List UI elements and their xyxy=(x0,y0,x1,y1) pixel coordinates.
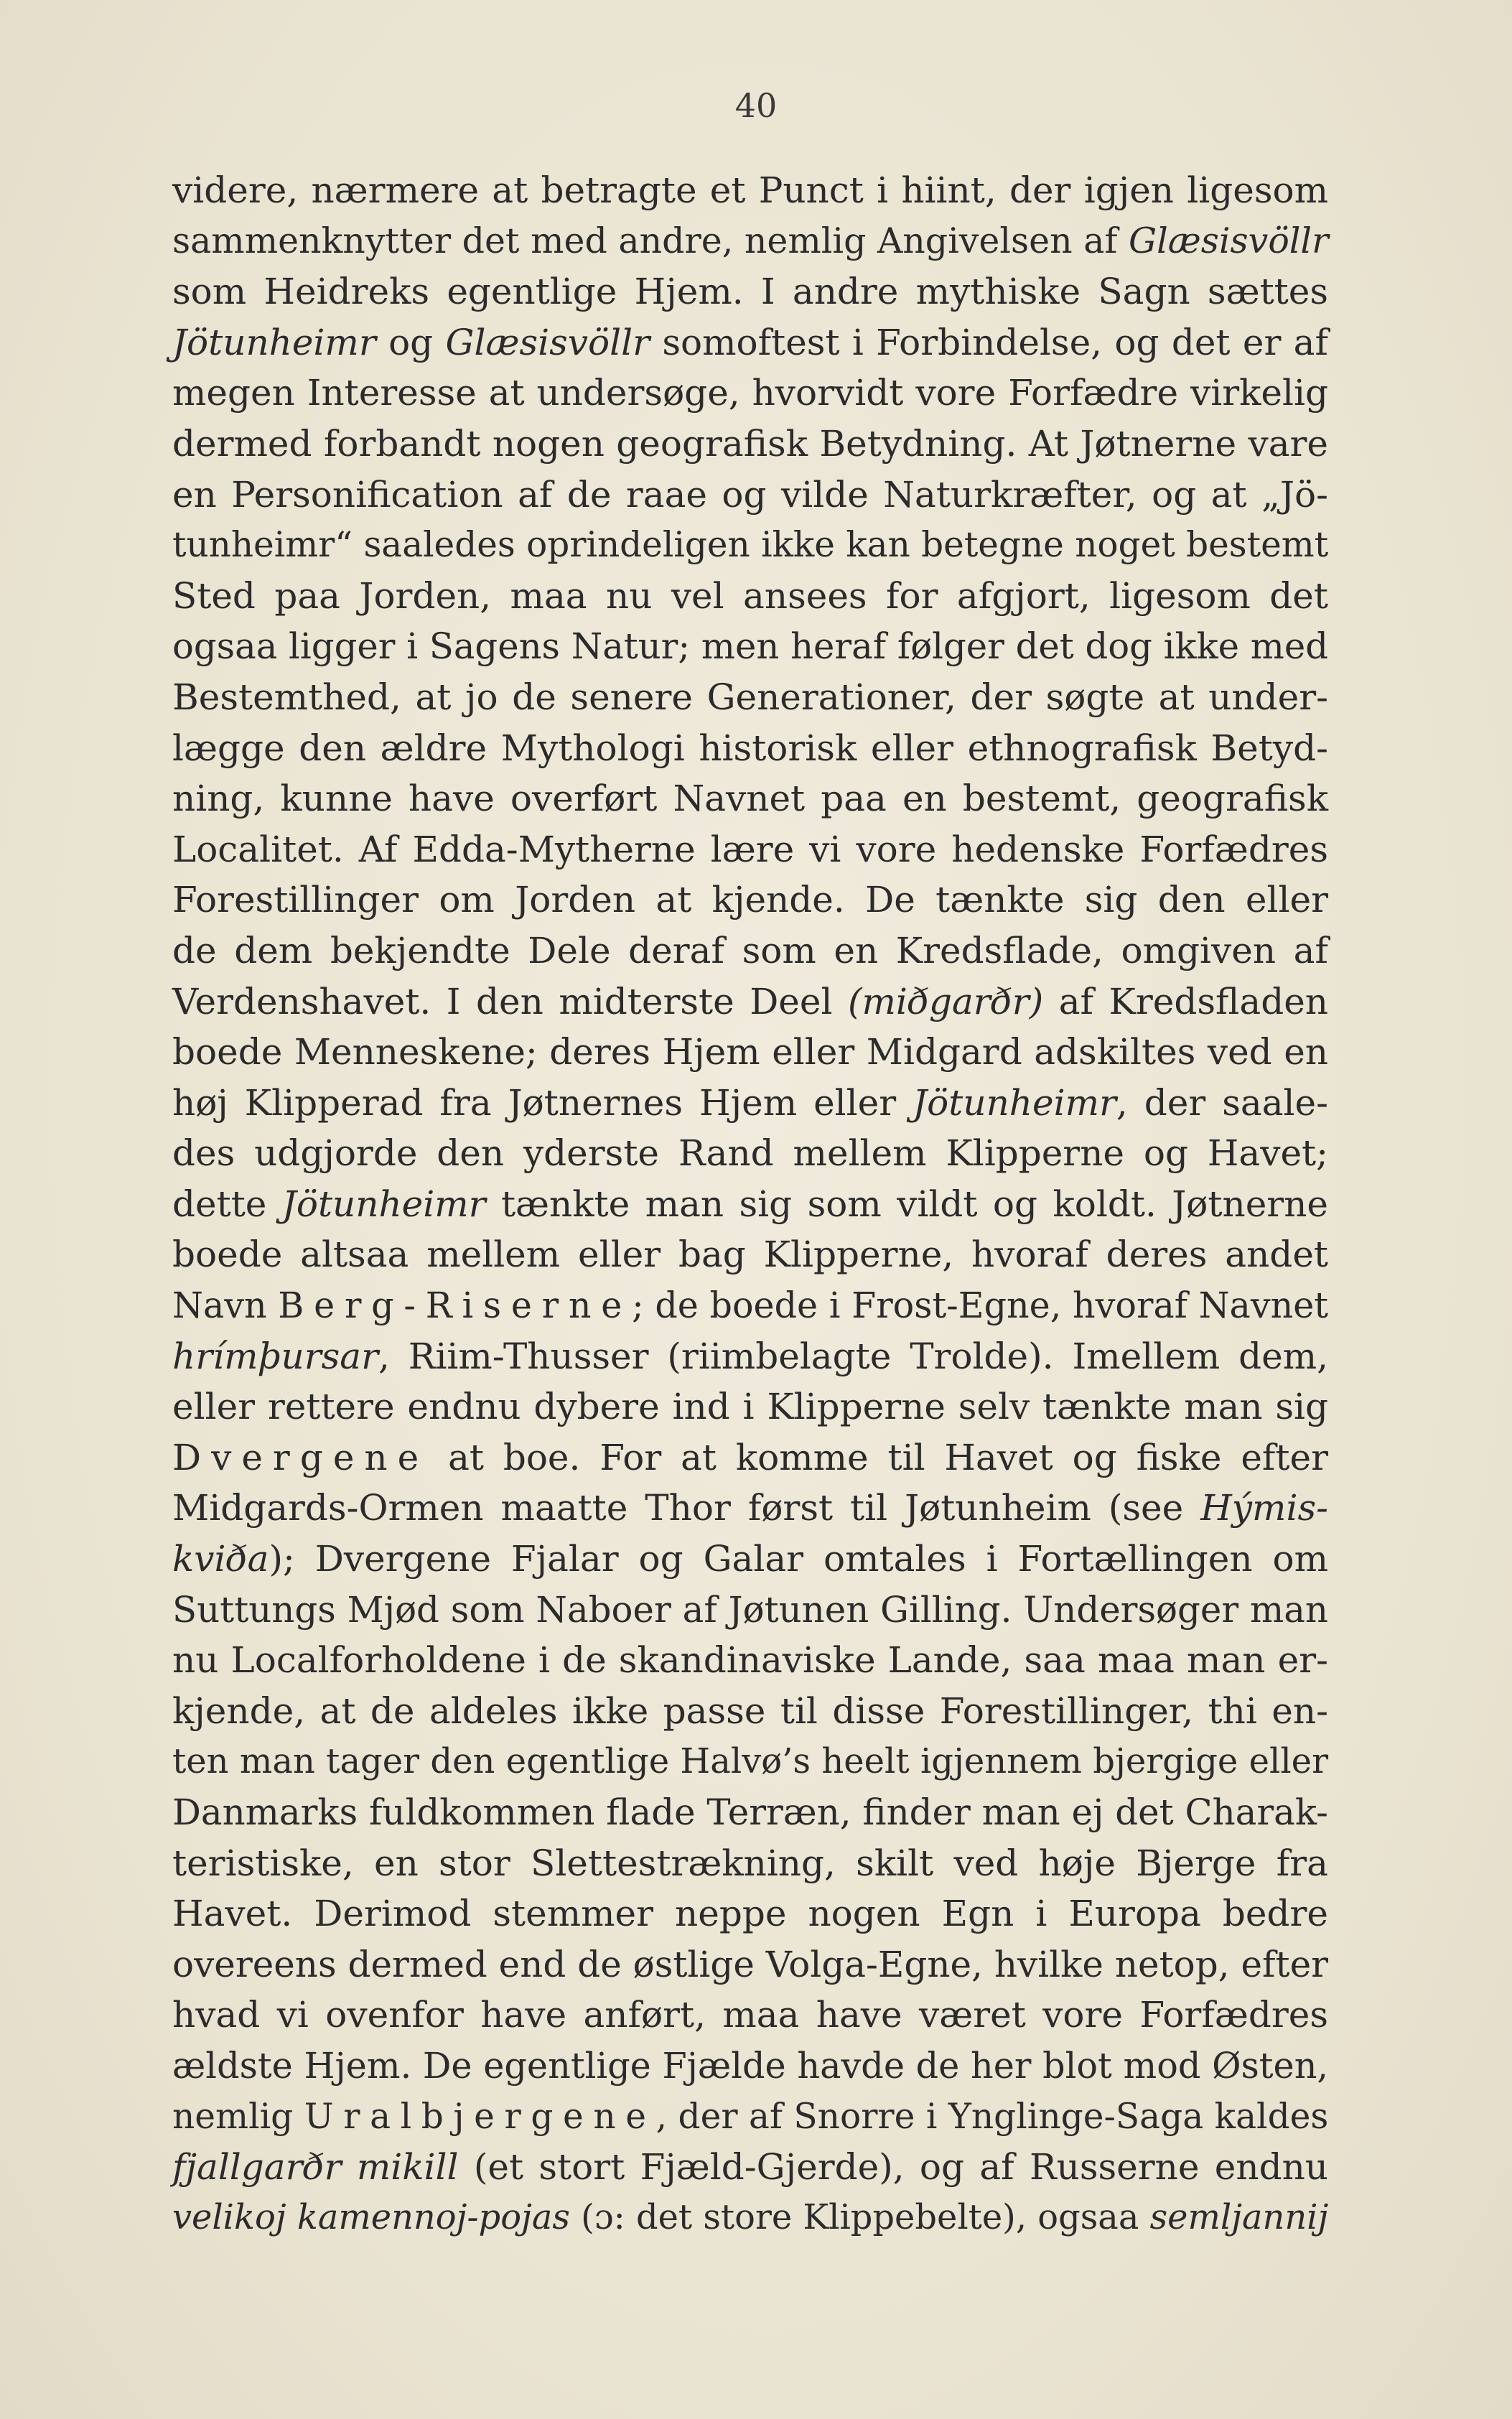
text-line xyxy=(172,1686,1328,1737)
text-span: ; de boede i Frost-Egne, hvoraf Navnet xyxy=(632,1285,1328,1327)
italic-term: (miðgarðr) xyxy=(847,980,1044,1022)
body-text xyxy=(172,165,1328,2243)
italic-term: kviða xyxy=(172,1538,269,1580)
italic-term: Hýmis- xyxy=(1200,1487,1328,1529)
text-line xyxy=(172,926,1328,977)
text-line xyxy=(172,773,1328,824)
text-span: des udgjorde den yderste Rand mellem Klipperne og Havet; xyxy=(172,1132,1328,1175)
text-span: videre, nærmere at betragte et Punct i hiint, der igjen ligesom xyxy=(172,169,1328,211)
text-line xyxy=(172,2092,1328,2143)
text-line xyxy=(172,1027,1328,1078)
text-line xyxy=(172,1635,1328,1686)
spaced-term: Berg-Riserne xyxy=(278,1285,633,1327)
text-line xyxy=(172,1787,1328,1838)
text-span: kjende, at de aldeles ikke passe til disse Forestillinger, thi en- xyxy=(172,1689,1328,1732)
text-line xyxy=(172,621,1328,672)
text-span: eller rettere endnu dybere ind i Klipperne selv tænkte man sig xyxy=(172,1386,1328,1428)
text-span: Localitet. Af Edda-Mytherne lære vi vore hedenske Forfædres xyxy=(172,828,1328,870)
text-span: tunheimr“ saaledes oprindeligen ikke kan betegne noget bestemt xyxy=(172,525,1329,566)
text-line xyxy=(172,165,1328,216)
text-line xyxy=(172,977,1328,1027)
text-line xyxy=(172,1229,1328,1280)
text-line xyxy=(172,419,1328,470)
text-span: dermed forbandt nogen geografisk Betydning. At Jøtnerne vare xyxy=(172,422,1328,465)
italic-term: Jötunheimr xyxy=(172,321,376,363)
text-line xyxy=(172,824,1328,875)
text-line xyxy=(172,368,1328,419)
text-line xyxy=(172,2142,1328,2193)
text-span: Forestillinger om Jorden at kjende. De tænkte sig den eller xyxy=(172,879,1328,921)
text-line xyxy=(172,266,1328,317)
text-span: Danmarks fuldkommen flade Terræn, finder man ej det Charak- xyxy=(172,1791,1328,1833)
text-span: en Personification af de raae og vilde Naturkræfter, og at „Jö- xyxy=(172,473,1328,516)
text-span: (ɔ: det store Klippebelte), ogsaa xyxy=(569,2197,1150,2237)
text-span: af Kredsfladen xyxy=(1043,980,1328,1022)
text-span: boede altsaa mellem eller bag Klipperne, hvoraf deres andet xyxy=(172,1234,1328,1276)
text-span: boede Menneskene; deres Hjem eller Midgard adskiltes ved en xyxy=(172,1031,1328,1073)
italic-term: Glæsisvöllr xyxy=(1129,220,1329,261)
text-span: Bestemthed, at jo de senere Generationer, der søgte at under- xyxy=(172,676,1328,718)
text-line xyxy=(172,571,1328,622)
text-line xyxy=(172,216,1328,267)
text-span: teristiske, en stor Slettestrækning, skilt ved høje Bjerge fra xyxy=(172,1842,1328,1884)
text-line xyxy=(172,1381,1328,1432)
text-line xyxy=(172,1483,1328,1534)
text-span: (et stort Fjæld-Gjerde), og af Russerne endnu xyxy=(458,2146,1328,2189)
text-line xyxy=(172,1736,1328,1787)
text-span: somoftest i Forbindelse, og det er af xyxy=(650,321,1328,363)
text-span: tænkte man sig som vildt og koldt. Jøtnerne xyxy=(485,1183,1328,1225)
text-line xyxy=(172,470,1328,521)
text-span: Havet. Derimod stemmer neppe nogen Egn i Europa bedre xyxy=(172,1893,1328,1935)
text-span: Sted paa Jorden, maa nu vel ansees for afgjort, ligesom det xyxy=(172,574,1328,617)
text-line xyxy=(172,520,1328,571)
italic-term: Jötunheimr xyxy=(913,1081,1116,1124)
text-line xyxy=(172,1990,1328,2041)
spaced-term: Uralbjergene xyxy=(304,2096,656,2137)
text-span: høj Klipperad fra Jøtnernes Hjem eller xyxy=(172,1081,913,1124)
text-span: de dem bekjendte Dele deraf som en Kredsflade, omgiven af xyxy=(172,929,1328,971)
text-span: , Riim-Thusser (riimbelagte Trolde). Imellem dem, xyxy=(378,1335,1328,1377)
italic-term: Glæsisvöllr xyxy=(445,321,650,363)
text-span: overeens dermed end de østlige Volga-Egne, hvilke netop, efter xyxy=(172,1943,1328,1985)
text-span: nemlig xyxy=(172,2096,304,2137)
text-span: ); Dvergene Fjalar og Galar omtales i Fortællingen om xyxy=(269,1538,1328,1580)
text-line xyxy=(172,2041,1328,2092)
text-span: Verdenshavet. I den midterste Deel xyxy=(172,980,848,1022)
text-span: nu Localforholdene i de skandinaviske Lande, saa maa man er- xyxy=(172,1639,1328,1682)
text-line xyxy=(172,1534,1328,1585)
text-span: hvad vi ovenfor have anført, maa have været vore Forfædres xyxy=(172,1994,1328,2036)
text-span: megen Interesse at undersøge, hvorvidt vore Forfædre virkelig xyxy=(172,372,1328,414)
italic-term: semljannij xyxy=(1149,2197,1329,2237)
page-number: 40 xyxy=(734,86,778,125)
text-line xyxy=(172,672,1328,723)
italic-term: fjallgarðr mikill xyxy=(172,2146,459,2189)
text-line xyxy=(172,1078,1328,1129)
text-span: Midgards-Ormen maatte Thor først til Jøtunheim (see xyxy=(172,1487,1201,1529)
text-line xyxy=(172,317,1328,368)
text-line xyxy=(172,1838,1328,1889)
text-span: dette xyxy=(172,1183,282,1225)
text-line xyxy=(172,1585,1328,1636)
text-span: som Heidreks egentlige Hjem. I andre mythiske Sagn sættes xyxy=(172,271,1328,313)
text-span: ogsaa ligger i Sagens Natur; men heraf følger det dog ikke med xyxy=(172,625,1328,668)
italic-term: Jötunheimr xyxy=(281,1183,486,1225)
text-line xyxy=(172,1888,1328,1939)
italic-term: hrímþursar xyxy=(172,1335,378,1377)
text-line xyxy=(172,2193,1328,2244)
text-span: Suttungs Mjød som Naboer af Jøtunen Gilling. Undersøger man xyxy=(172,1588,1328,1631)
text-line xyxy=(172,1128,1328,1179)
text-span: Navn xyxy=(172,1285,279,1327)
text-span: ning, kunne have overført Navnet paa en bestemt, geografisk xyxy=(172,778,1328,820)
text-line xyxy=(172,1179,1328,1230)
text-line xyxy=(172,875,1328,926)
italic-term: velikoj kamennoj-pojas xyxy=(172,2197,570,2237)
text-line xyxy=(172,1331,1328,1382)
text-span: , der saale- xyxy=(1116,1081,1328,1124)
text-span: sammenknytter det med andre, nemlig Angivelsen af xyxy=(172,220,1129,261)
text-span: og xyxy=(375,321,446,363)
text-span: at boe. For at komme til Havet og fiske efter xyxy=(429,1436,1328,1478)
text-span: ten man tager den egentlige Halvø’s heelt igjennem bjergige eller xyxy=(172,1741,1328,1782)
spaced-term: Dvergene xyxy=(172,1436,429,1478)
text-span: ældste Hjem. De egentlige Fjælde havde de her blot mod Østen, xyxy=(172,2044,1329,2087)
text-line xyxy=(172,1280,1328,1331)
text-span: , der af Snorre i Ynglinge-Saga kaldes xyxy=(655,2096,1329,2137)
text-line xyxy=(172,1432,1328,1483)
text-span: lægge den ældre Mythologi historisk eller ethnografisk Betyd- xyxy=(172,727,1328,769)
text-line xyxy=(172,1939,1328,1990)
text-line xyxy=(172,723,1328,774)
